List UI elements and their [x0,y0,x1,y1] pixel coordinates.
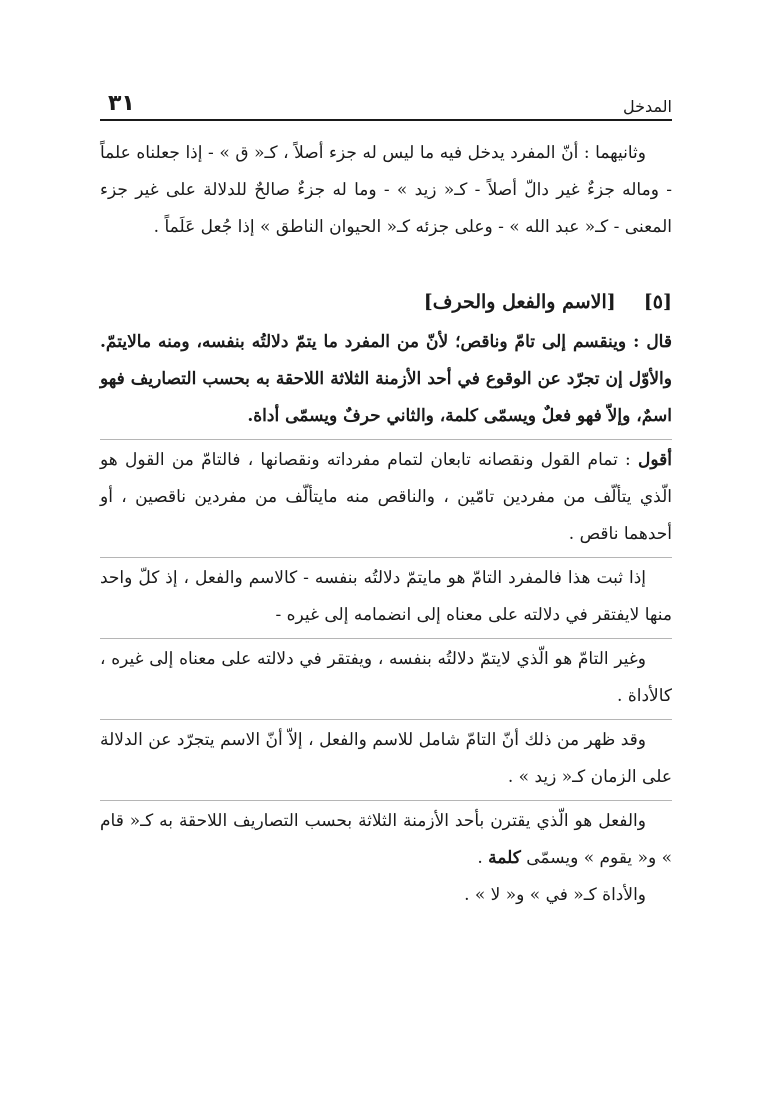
separator [100,439,672,440]
matn-text: : وينقسم إلى تامّ وناقص؛ لأنّ من المفرد ما يتمّ دلالتُه بنفسه، ومنه مالايتمّ. والأوّل إن تجرّد عن الوقوع في أحد الأزمنة الثلاثة اللاحقة به بحسب التصاريف فهو اسمٌ، وإلاّ فهو فعلٌ ويسمّى كلمة، والثاني حرفٌ ويسمّى أداة. [100,332,672,426]
sharh-paragraph-4: وقد ظهر من ذلك أنّ التامّ شامل للاسم والفعل ، إلاّ أنّ الاسم يتجرّد عن الدلالة على الزمان كـ« زيد » . [100,730,672,787]
section-title: [الاسم والفعل والحرف] [423,291,616,313]
book-page [100,84,672,914]
paragraph-1: وثانيهما : أنّ المفرد يدخل فيه ما ليس له جزء أصلاً ، كـ« ق » - إذا جعلناه علماً - وماله جزءٌ غير دالّ أصلاً - كـ« زيد » - وما له جزءٌ صالحٌ للدلالة على غير جزء المعنى - كـ« عبد الله » - وعلى جزئه كـ« الحيوان الناطق » إذا جُعل عَلَماً . [100,143,672,237]
sharh-paragraph-6: والأداة كـ« في » و« لا » . [464,885,646,905]
sharh-paragraph-2: إذا ثبت هذا فالمفرد التامّ هو مايتمّ دلالتُه بنفسه - كالاسم والفعل ، إذ كلّ واحد منها لايفتقر في دلالته على معناه إلى انضمامه إلى غيره - [100,568,672,625]
separator [100,557,672,558]
sharh-5-text: والفعل هو الّذي يقترن بأحد الأزمنة الثلاثة بحسب التصاريف اللاحقة به كـ« قام » و« يقوم » ويسمّى [100,811,672,868]
sharh-paragraph-5 [100,803,672,877]
running-head: المدخل [623,97,672,116]
page-number: ٣١ [108,91,135,116]
sharh-paragraph-3: وغير التامّ هو الّذي لايتمّ دلالتُه بنفسه ، ويفتقر في دلالته على معناه إلى غيره ، كالأداة . [100,649,672,706]
separator [100,638,672,639]
matn-paragraph [100,324,672,435]
matn-lead-word: قال [646,332,672,352]
section-number: [٥] [643,291,672,313]
page-header [100,84,672,121]
sharh-lead-word: أقول [638,450,672,470]
sharh-5-end: . [477,848,489,868]
sharh-paragraph-1 [100,442,672,553]
sharh-1-text: : تمام القول ونقصانه تابعان لتمام مفرداته ونقصانها ، فالتامّ من القول هو الّذي يتألّف من مفردين تامّين ، والناقص منه مايتألّف من مفردين ناقصين ، أو أحدهما ناقص . [100,450,672,544]
separator [100,800,672,801]
separator [100,719,672,720]
sharh-5-bold-term: كلمة [488,848,521,868]
section-heading [100,284,672,320]
